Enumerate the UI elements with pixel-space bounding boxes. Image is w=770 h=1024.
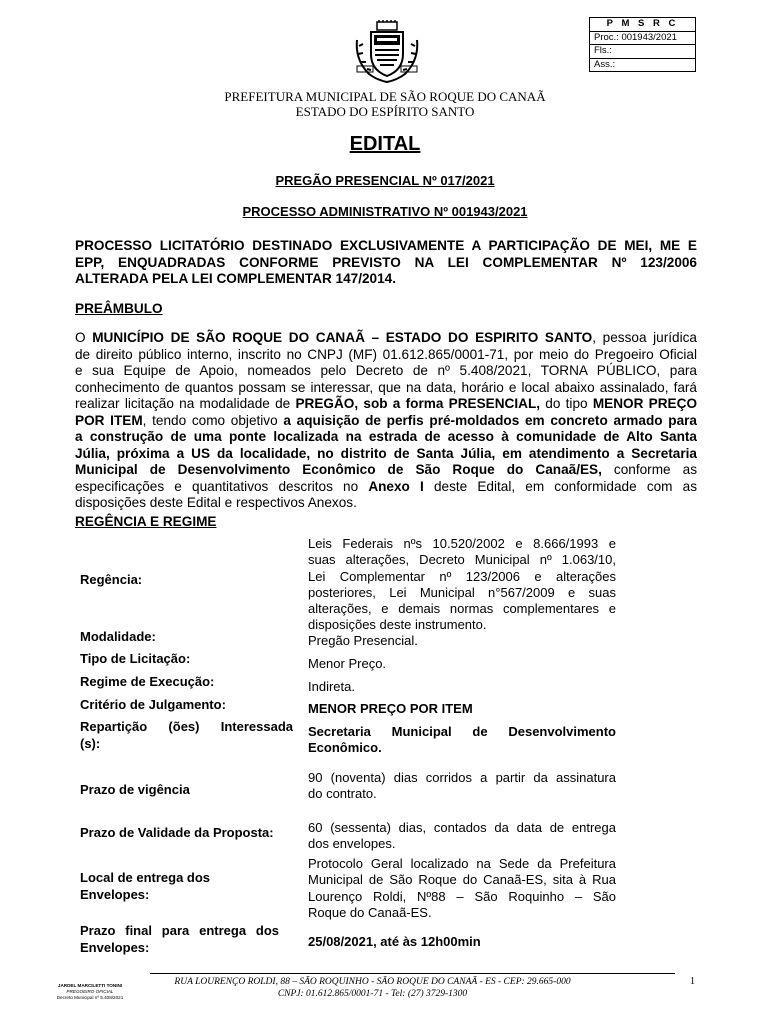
document-title: EDITAL xyxy=(349,133,421,155)
regime-value: Indireta. xyxy=(308,679,355,694)
protocol-stamp xyxy=(589,17,696,72)
footer-address xyxy=(150,976,595,1000)
pregao-number: PREGÃO PRESENCIAL Nº 017/2021 xyxy=(275,173,495,188)
prazo-final-label: Prazo final para entrega dos Envelopes: xyxy=(80,923,279,955)
regencia-label: Regência: xyxy=(80,572,143,587)
processo-number: PROCESSO ADMINISTRATIVO Nº 001943/2021 xyxy=(242,204,528,219)
signature-decree: Decreto Municipal nº 5.408/2021 xyxy=(56,995,124,1000)
tipo-label: Tipo de Licitação: xyxy=(80,651,191,666)
signature-role: PREGOEIRO OFICIAL xyxy=(66,989,114,994)
preambulo-line: conhecimento de quantos possam se interessar, que na data, horário e local abaixo assinalado, fará xyxy=(75,379,697,395)
header-line-2: ESTADO DO ESPÍRITO SANTO xyxy=(295,104,475,119)
preambulo-line: a construção de uma ponte localizada na estrada de acesso à comunidade de Alto Santa xyxy=(75,429,697,444)
intro-line: EPP, ENQUADRADAS CONFORME PREVISTO NA LEI COMPLEMENTAR Nº 123/2006 xyxy=(75,254,697,270)
criterio-label: Critério de Julgamento: xyxy=(80,697,226,712)
footer-divider xyxy=(150,973,675,974)
reparticao-label: Repartição (ões) Interessada (s): xyxy=(80,719,293,751)
page-number: 1 xyxy=(690,976,695,987)
validade-value: 60 (sessenta) dias, contados da data de entrega dos envelopes. xyxy=(308,820,616,852)
prazo-final-value: 25/08/2021, até às 12h00min xyxy=(308,934,481,949)
signature-name: JARDEL MARCILETTI TONINI xyxy=(57,983,123,988)
regencia-heading: REGÊNCIA E REGIME xyxy=(75,514,217,529)
stamp-proc: Proc.: 001943/2021 xyxy=(590,31,695,45)
tipo-value: Menor Preço. xyxy=(308,656,387,671)
preambulo-line: especificações e quantitativos descritos no Anexo I deste Edital, em conformidade com as xyxy=(75,478,698,494)
preambulo-line: POR ITEM, tendo como objetivo a aquisição de perfis pré-moldados em concreto armado para xyxy=(75,412,697,428)
preambulo-line: realizar licitação na modalidade de PREGÃO, sob a forma PRESENCIAL, do tipo MENOR PREÇO xyxy=(75,396,698,411)
intro-line: ALTERADA PELA LEI COMPLEMENTAR 147/2014. xyxy=(75,271,397,286)
preambulo-line: Municipal de Desenvolvimento Econômico de São Roque do Canaã/ES, conforme as xyxy=(75,462,697,477)
header-line-1: PREFEITURA MUNICIPAL DE SÃO ROQUE DO CANAÃ xyxy=(224,89,546,104)
modalidade-label: Modalidade: xyxy=(80,629,156,644)
reparticao-value: Secretaria Municipal de Desenvolvimento Econômico. xyxy=(308,724,616,756)
footer-line-2: CNPJ: 01.612.865/0001-71 - Tel: (27) 3729-1300 xyxy=(277,989,468,999)
local-label: Local de entrega dos Envelopes: xyxy=(80,870,211,902)
preambulo-line: disposições deste Edital e respectivos Anexos. xyxy=(75,495,357,510)
preambulo-line: e sua Equipe de Apoio, nomeados pelo Decreto de nº 5.408/2021, TORNA PÚBLICO, para xyxy=(75,363,697,378)
intro-line: PROCESSO LICITATÓRIO DESTINADO EXCLUSIVAMENTE A PARTICIPAÇÃO DE MEI, ME E xyxy=(75,238,697,253)
stamp-header: P M S R C xyxy=(606,18,679,29)
signature-block xyxy=(40,983,140,1001)
regime-label: Regime de Execução: xyxy=(80,674,215,689)
validade-label: Prazo de Validade da Proposta: xyxy=(80,825,274,840)
preambulo-paragraph xyxy=(75,330,697,512)
vigencia-value: 90 (noventa) dias corridos a partir da assinatura do contrato. xyxy=(308,770,616,802)
footer-line-1: RUA LOURENÇO ROLDI, 88 – SÃO ROQUINHO - SÃO ROQUE DO CANAÃ - ES - CEP: 29.665-000 xyxy=(174,977,571,987)
preambulo-heading: PREÂMBULO xyxy=(75,301,163,316)
municipal-seal-icon xyxy=(353,20,421,84)
preambulo-line: de direito público interno, inscrito no CNPJ (MF) 01.612.865/0001-71, por meio do Pregoeiro Oficial xyxy=(75,346,697,362)
local-value: Protocolo Geral localizado na Sede da Prefeitura Municipal de São Roque do Canaã-ES, sita à Rua Lourenço Roldi, Nº88 – São Roquinho – São Roque do Canaã-ES. xyxy=(308,856,616,920)
preambulo-line: Júlia, próxima a US da localidade, no distrito de Santa Júlia, em atendimento a Secretaria xyxy=(75,445,697,461)
stamp-ass: Ass.: xyxy=(590,58,695,72)
intro-paragraph xyxy=(75,238,697,288)
criterio-value: MENOR PREÇO POR ITEM xyxy=(308,701,473,716)
modalidade-value: Pregão Presencial. xyxy=(308,633,418,648)
stamp-fls: Fls.: xyxy=(590,44,695,58)
preambulo-line: O MUNICÍPIO DE SÃO ROQUE DO CANAÃ – ESTADO DO ESPIRITO SANTO, pessoa jurídica xyxy=(75,330,697,345)
regencia-value: Leis Federais nºs 10.520/2002 e 8.666/1993 e suas alterações, Decreto Municipal nº 1.063/10, Lei Complementar nº 123/2006 e alterações posteriores, Lei Municipal n°567/2009 e suas alterações, e demais normas complementares e disposições deste instrumento. xyxy=(308,536,616,633)
vigencia-label: Prazo de vigência xyxy=(80,782,190,797)
